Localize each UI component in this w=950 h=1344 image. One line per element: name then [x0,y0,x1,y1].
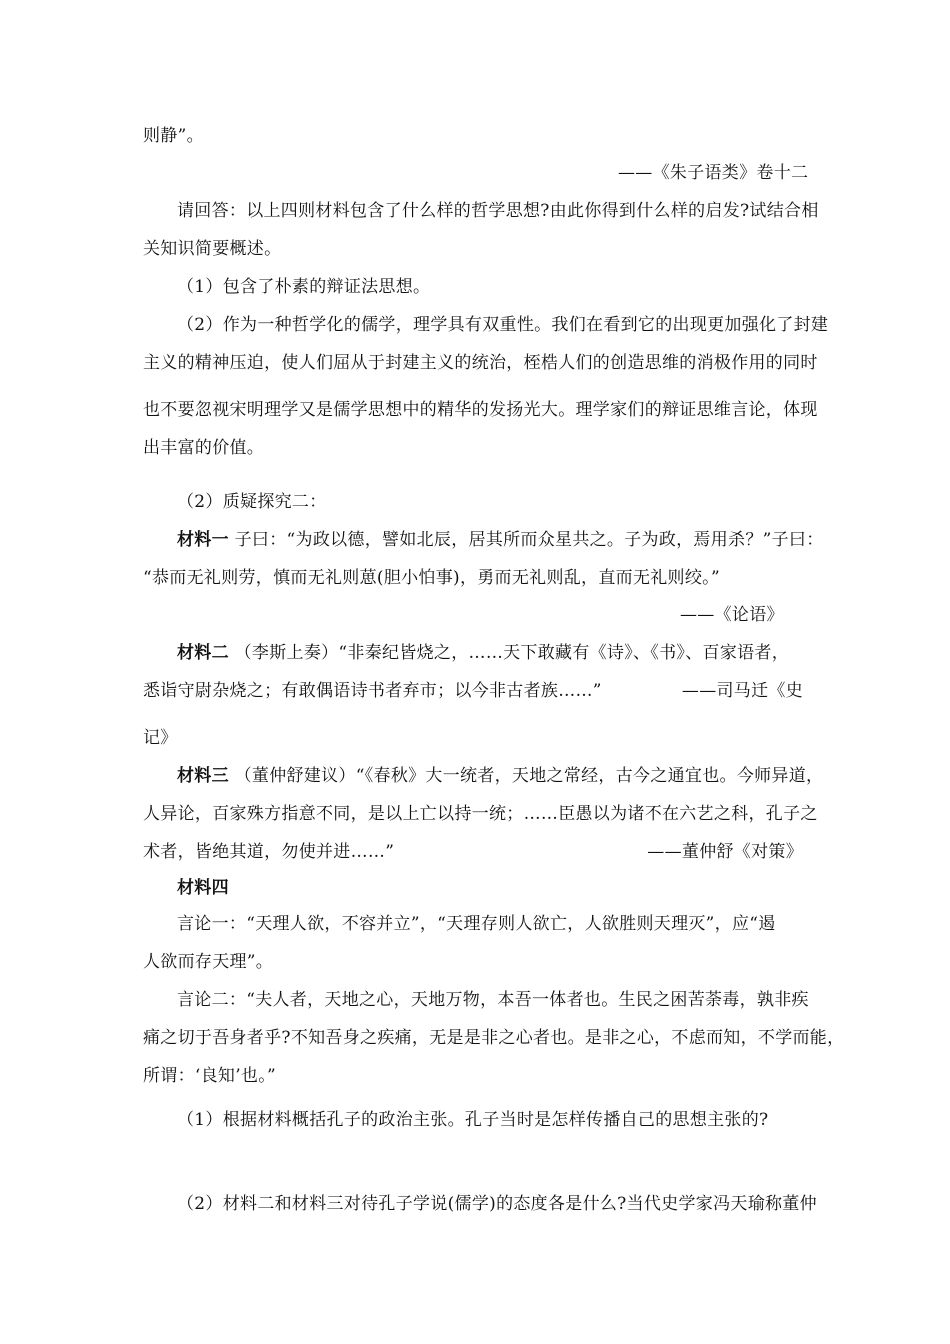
material-1-line-1 [177,528,824,552]
material-4-label: 材料四 [177,878,229,898]
material-1-label: 材料一 [177,530,229,550]
material-2-source: ——司马迁《史 [681,681,803,701]
question-line-1: 请回答：以上四则材料包含了什么样的哲学思想?由此你得到什么样的启发?试结合相 [177,201,819,221]
material-3-line-1 [177,764,823,788]
answer-2-line-2: 主义的精神压迫，使人们屈从于封建主义的统治，桎梏人们的创造思维的消极作用的同时 [143,353,818,373]
material-1-text: 子曰：“为政以德，譬如北辰，居其所而众星共之。子为政，焉用杀？”子曰： [234,530,824,550]
material-2-text: （李斯上奏）“非秦纪皆烧之，……天下敢藏有《诗》、《书》、百家语者， [234,643,790,663]
question-1: （1）根据材料概括孔子的政治主张。孔子当时是怎样传播自己的思想主张的? [177,1110,769,1130]
answer-1: （1）包含了朴素的辩证法思想。 [177,277,431,297]
material-3-label: 材料三 [177,766,229,786]
material-2-line-2 [143,679,803,703]
answer-2-line-1: （2）作为一种哲学化的儒学，理学具有双重性。我们在看到它的出现更加强化了封建 [177,315,829,335]
material-2-line-1 [177,641,789,665]
material-4-statement-2-line-1: 言论二：“夫人者，天地之心，天地万物，本吾一体者也。生民之困苦荼毒，孰非疾 [177,990,809,1010]
material-4-statement-1-line-1: 言论一：“天理人欲，不容并立”，“天理存则人欲亡，人欲胜则天理灭”，应“遏 [177,914,776,934]
material-3-source: ——董仲舒《对策》 [647,842,803,862]
material-2-label: 材料二 [177,643,229,663]
material-4-statement-1-line-2: 人欲而存天理”。 [143,952,274,972]
answer-2-line-4: 出丰富的价值。 [143,438,265,458]
section-heading: （2）质疑探究二： [177,492,327,512]
material-2-line-3: 记》 [143,728,178,748]
material-4-statement-2-line-3: 所谓：‘良知’也。” [143,1066,276,1086]
answer-2-line-3: 也不要忽视宋明理学又是儒学思想中的精华的发扬光大。理学家们的辩证思维言论，体现 [143,400,818,420]
material-3-text: （董仲舒建议）“《春秋》大一统者，天地之常经，古今之通宜也。今师异道， [234,766,824,786]
question-line-2: 关知识简要概述。 [143,239,282,259]
material-3-line-3 [143,840,803,864]
material-3-text-cont: 术者，皆绝其道，勿使并进……” [143,842,395,862]
material-3-line-2: 人异论，百家殊方指意不同，是以上亡以持一统；……臣愚以为诸不在六艺之科，孔子之 [143,804,818,824]
intro-line: 则静”。 [143,126,204,146]
material-1-line-2: “恭而无礼则劳，慎而无礼则葸(胆小怕事)，勇而无礼则乱，直而无礼则绞。” [143,568,720,588]
intro-source: ——《朱子语类》卷十二 [618,163,809,183]
material-4-statement-2-line-2: 痛之切于吾身者乎?不知吾身之疾痛，无是是非之心者也。是非之心，不虑而知，不学而能， [143,1028,845,1048]
material-1-source: ——《论语》 [680,605,784,625]
material-2-text-cont: 悉诣守尉杂烧之；有敢偶语诗书者弃市；以今非古者族……” [143,681,602,701]
question-2: （2）材料二和材料三对待孔子学说(儒学)的态度各是什么?当代史学家冯天瑜称董仲 [177,1194,817,1214]
